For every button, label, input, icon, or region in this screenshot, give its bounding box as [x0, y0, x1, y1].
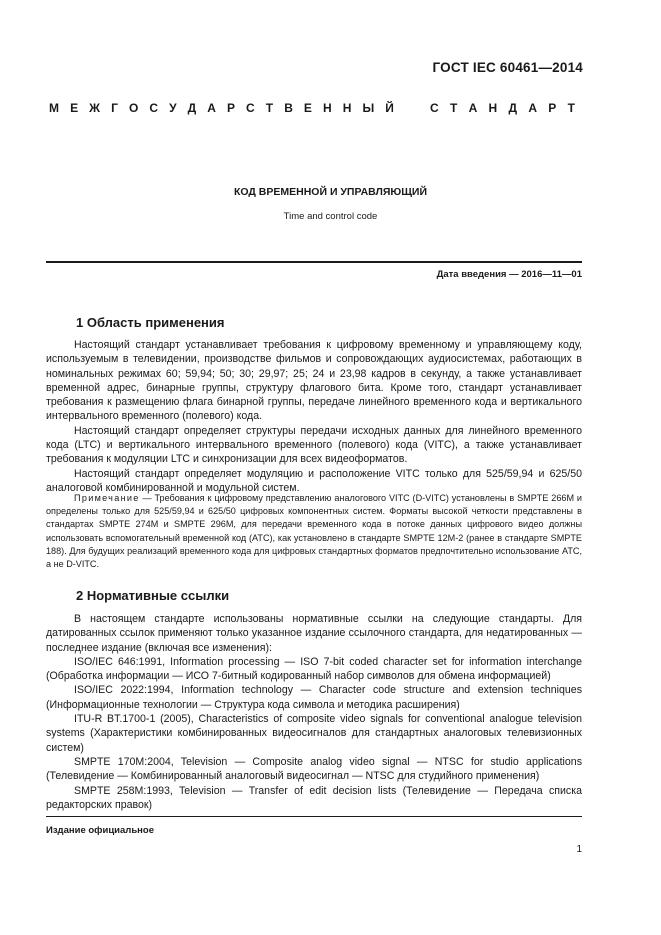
standard-type-letter: Т: [449, 101, 458, 115]
standard-type-letter: С: [246, 101, 255, 115]
standard-type-letter: Ж: [89, 101, 100, 115]
standard-type-letter: А: [468, 101, 478, 115]
standard-type-letter: Н: [323, 101, 332, 115]
document-title-english: Time and control code: [283, 211, 378, 222]
section-1-body: [46, 338, 582, 495]
page-number: 1: [576, 844, 582, 855]
standard-type-letter: Е: [70, 101, 79, 115]
reference-item: ISO/IEC 2022:1994, Information technology — Character code structure and extension techniques (Информационные технологии — Структура кода символа и методика расширения): [46, 684, 582, 711]
header-divider: [46, 261, 582, 263]
standard-type-word-standard: [430, 101, 575, 115]
footer-divider: [46, 816, 582, 817]
section-1-heading: 1 Область применения: [76, 315, 225, 330]
standard-type-letter: С: [430, 101, 439, 115]
reference-item: SMPTE 258M:1993, Television — Transfer of edit decision lists (Телевидение — Передача списка редакторских правок): [46, 784, 582, 811]
standard-type-letter: Р: [226, 101, 235, 115]
paragraph: Настоящий стандарт определяет модуляцию и расположение VITC только для 525/59,94 и 625/50 аналоговой комбинированной и модульной систем.: [46, 467, 582, 494]
note-paragraph: [46, 492, 582, 571]
reference-item: SMPTE 170M:2004, Television — Composite analog video signal — NTSC for studio applications (Телевидение — Комбинированный аналоговый видеосигнал — NTSC для студийного применения): [46, 755, 582, 783]
standard-type-letter: Д: [508, 101, 518, 115]
standard-type-word-interstate: [49, 101, 394, 115]
standard-type-letter: В: [284, 101, 293, 115]
standard-type-letter: А: [528, 101, 537, 115]
standard-type-letter: Н: [342, 101, 352, 115]
edition-label: Издание официальное: [46, 825, 154, 836]
note-block: [46, 492, 582, 571]
section-2-heading: 2 Нормативные ссылки: [76, 588, 230, 603]
standard-type-letter: М: [49, 101, 59, 115]
standard-type-letter: Т: [567, 101, 575, 115]
standard-type-letter: А: [207, 101, 216, 115]
reference-item: ITU-R BT.1700-1 (2005), Characteristics of composite video signals for conventional analogue television systems (Характеристики комбинированных видеосигналов для стандартных аналоговых телевизионных систем): [46, 713, 582, 754]
standard-type-letter: Е: [303, 101, 312, 115]
standard-type-letter: Р: [548, 101, 557, 115]
paragraph: Настоящий стандарт устанавливает требования к цифровому временному и управляющему коду, используемым в телевидении, производстве фильмов и сопровождающих аудиосистемах, работающих в номинальных режимах 60; 59,94; 50; 30; 29,97; 25; 24 и 23,98 кадров в секунду, а также устанавливает временной адрес, бинарные группы, структуру флагового бита. Кроме того, стандарт устанавливает требования к размещению флага бинарной группы, передаче линейного временного кода и вертикального интервального временного (полевого) кода.: [46, 339, 582, 423]
standard-type-letter: Д: [187, 101, 197, 115]
note-label: Примечание: [74, 493, 140, 503]
reference-item: ISO/IEC 646:1991, Information processing — ISO 7-bit coded character set for information interchange (Обработка информации — ИСО 7-битный кодированный набор символов для обмена информацией): [46, 655, 582, 683]
introduction-date: Дата введения — 2016—11—01: [436, 269, 582, 280]
standard-type-letter: О: [128, 101, 139, 115]
standard-type-letter: С: [149, 101, 159, 115]
document-code: ГОСТ IEC 60461—2014: [432, 60, 583, 75]
standard-type-letter: Й: [385, 101, 394, 115]
section-2-body: [46, 612, 582, 812]
standard-type-letter: У: [169, 101, 177, 115]
paragraph: Настоящий стандарт определяет структуры передачи исходных данных для линейного временного кода (LTC) и вертикального интервального временного (полевого) кода (VITC), а также устанавливает требования к модуляции LTC и синхронизации для всех видеоформатов.: [46, 424, 582, 466]
document-title: КОД ВРЕМЕННОЙ И УПРАВЛЯЮЩИЙ: [233, 186, 428, 198]
standard-type-heading: [49, 101, 575, 115]
standard-type-letter: Ы: [362, 101, 375, 115]
paragraph: В настоящем стандарте использованы нормативные ссылки на следующие стандарты. Для датированных ссылок применяют только указанное издание ссылочного стандарта, для недатированных — последнее издание (включая все изменения):: [46, 613, 582, 654]
note-text: — Требования к цифровому представлению аналогового VITC (D-VITC) установлены в SMPTE 266M и определены только для 525/59,94 и 625/50 цифровых компонентных систем. Форматы высокой четкости представлены в стандартах SMPTE 274M и SMPTE 296M, для передачи временного кода в потоке данных цифрового видео должны использовать вспомогательный временной код (ATC), как установлено в стандарте SMPTE 12M-2 (ранее в стандарте SMPTE 188). Для будущих реализаций временного кода для цифровых стандартных форматов предпочтительно использование ATC, а не D-VITC.: [46, 493, 582, 570]
standard-type-letter: Т: [265, 101, 274, 115]
standard-type-letter: Н: [488, 101, 498, 115]
standard-type-letter: Г: [111, 101, 118, 115]
